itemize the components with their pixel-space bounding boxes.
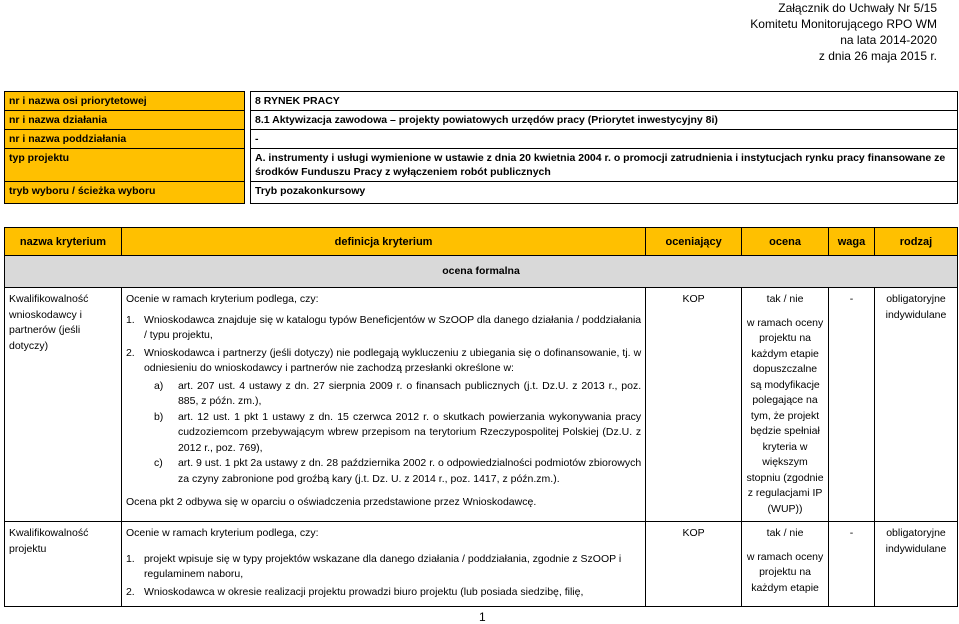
header-evaluator: oceniający: [646, 228, 742, 256]
info-value: A. instrumenty i usługi wymienione w ustawie z dnia 20 kwietnia 2004 r. o promocji zatrudnienia i instytucjach rynku pracy finansowane ze środków Funduszu Pracy z wyłączeniem robót publicznych: [251, 149, 958, 182]
evaluator: KOP: [646, 288, 742, 522]
definition-item: 1. projekt wpisuje się w typy projektów wskazane dla danego działania / poddziałania, zgodnie z SzOOP i regulaminem naboru,: [125, 552, 622, 580]
header-type: rodzaj: [874, 228, 957, 256]
section-row: [5, 256, 958, 288]
definition-intro: Ocenie w ramach kryterium podlega, czy:: [125, 527, 319, 539]
header-criterion-definition: definicja kryterium: [121, 228, 645, 256]
score-title: tak / nie: [766, 293, 804, 305]
info-value: 8 RYNEK PRACY: [251, 92, 958, 111]
resolution-line: Załącznik do Uchwały Nr 5/15: [778, 1, 937, 15]
resolution-note: [637, 0, 937, 64]
score-cell: [742, 288, 829, 522]
weight: -: [829, 522, 875, 607]
table-row: [5, 522, 958, 607]
evaluator: KOP: [646, 522, 742, 607]
definition-subitem: c) art. 9 ust. 1 pkt 2a ustawy z dn. 28 października 2002 r. o odpowiedzialności podmiotów zbiorowych za czyny zabronione pod groźbą kary (j.t. Dz. U. z 2014 r., poz. 1417, z późn.zm.).: [153, 457, 642, 485]
criteria-header-row: [5, 228, 958, 256]
program-info-table: [4, 91, 958, 204]
header-weight: waga: [829, 228, 875, 256]
definition-item: 1. Wnioskodawca znajduje się w katalogu typów Beneficjentów w SzOOP dla danego działania / poddziałania / typu projektu,: [125, 313, 642, 341]
definition-item: 2. Wnioskodawca w okresie realizacji projektu prowadzi biuro projektu (lub posiada siedzibę, filię,: [125, 585, 584, 598]
info-value: Tryb pozakonkursowy: [251, 182, 958, 204]
weight: -: [829, 288, 875, 522]
criterion-definition: [121, 522, 645, 607]
info-label: nr i nazwa działania: [5, 111, 245, 130]
definition-subitem: a) art. 207 ust. 4 ustawy z dn. 27 sierpnia 2009 r. o finansach publicznych (j.t. Dz.U. z 2013 r., poz. 885, z późn. zm.),: [153, 379, 642, 407]
info-value: -: [251, 130, 958, 149]
table-row: [5, 288, 958, 522]
info-label: nr i nazwa poddziałania: [5, 130, 245, 149]
definition-item: 2. Wnioskodawca i partnerzy (jeśli dotyczy) nie podlegają wykluczeniu z ubiegania się o dofinansowanie, tj. w odniesieniu do wnioskodawcy i partnerów nie zachodzą przesłanki określone w:: [125, 346, 642, 374]
resolution-line: Komitetu Monitorującego RPO WM: [750, 17, 937, 31]
criterion-name: Kwalifikowalność wnioskodawcy i partnerów (jeśli dotyczy): [5, 288, 122, 522]
page-number: 1: [479, 610, 486, 624]
criterion-definition: [121, 288, 645, 522]
criterion-name: Kwalifikowalność projektu: [5, 522, 122, 607]
definition-subitem: b) art. 12 ust. 1 pkt 1 ustawy z dn. 15 czerwca 2012 r. o skutkach powierzania wykonywania pracy cudzoziemcom przebywającym wbrew przepisom na terytorium Rzeczypospolitej Polskiej (Dz.U. z 2012 r., poz. 769),: [153, 410, 642, 454]
criterion-type: obligatoryjne indywidulane: [874, 288, 957, 522]
header-criterion-name: nazwa kryterium: [5, 228, 122, 256]
section-title: ocena formalna: [5, 256, 958, 288]
criterion-type: obligatoryjne indywidulane: [874, 522, 957, 607]
resolution-line: na lata 2014-2020: [840, 33, 937, 47]
score-note: w ramach oceny projektu na każdym etapie dopuszczalne są modyfikacje polegające na tym, że projekt będzie spełniał kryteria w większym stopniu (zgodnie z regulacjami IP (WUP)): [746, 316, 824, 515]
info-label: nr i nazwa osi priorytetowej: [5, 92, 245, 111]
score-note: w ramach oceny projektu na każdym etapie: [746, 550, 824, 594]
info-label: typ projektu: [5, 149, 245, 182]
score-cell: [742, 522, 829, 607]
criteria-table: [4, 227, 958, 607]
header-score: ocena: [742, 228, 829, 256]
score-title: tak / nie: [766, 527, 804, 539]
info-label: tryb wyboru / ścieżka wyboru: [5, 182, 245, 204]
definition-intro: Ocenie w ramach kryterium podlega, czy:: [125, 293, 319, 305]
resolution-line: z dnia 26 maja 2015 r.: [818, 49, 937, 63]
info-value: 8.1 Aktywizacja zawodowa – projekty powiatowych urzędów pracy (Priorytet inwestycyjny 8i): [251, 111, 958, 130]
definition-closing: Ocena pkt 2 odbywa się w oparciu o oświadczenia przedstawione przez Wnioskodawcę.: [125, 496, 537, 508]
